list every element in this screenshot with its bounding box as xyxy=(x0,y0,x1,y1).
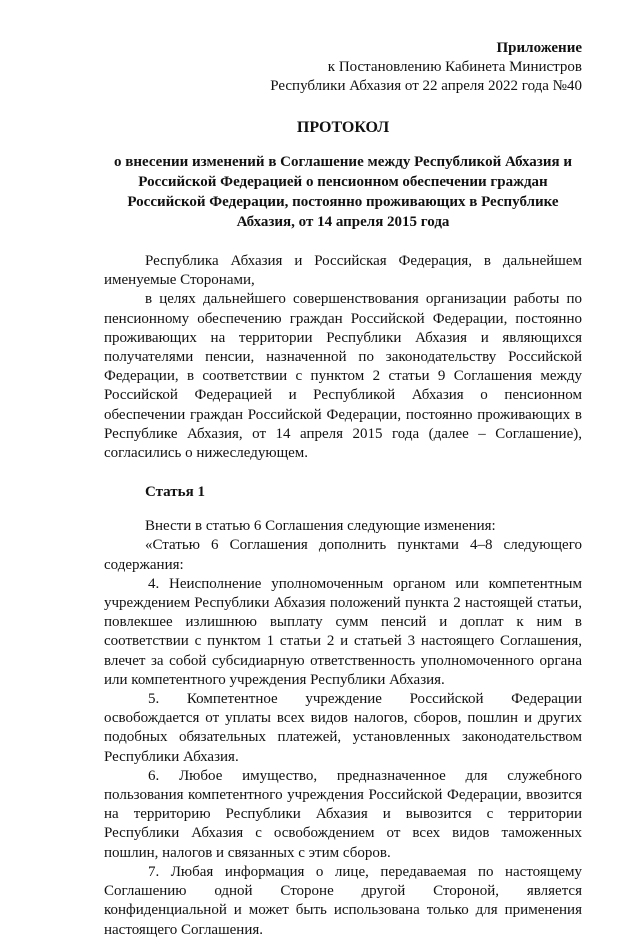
appendix-line-2: Республики Абхазия от 22 апреля 2022 года №40 xyxy=(270,78,582,94)
preamble xyxy=(104,252,582,463)
article-item-5: 5. Компетентное учреждение Российской Федерации освобождается от уплаты всех видов налогов, сборов, пошлин и других подобных обязательных платежей, установленных законодательством Республики Абхазия. xyxy=(104,691,582,765)
preamble-paragraph-2: в целях дальнейшего совершенствования организации работы по пенсионному обеспечению граждан Российской Федерации, постоянно проживающих на территории Республики Абхазия и являющихся получателями пенсии, назначенной по законодательству Российской Федерации, в соответствии с пунктом 2 статьи 9 Соглашения между Российской Федерацией и Республикой Абхазия о пенсионном обеспечении граждан Российской Федерации, постоянно проживающих в Республике Абхазия, от 14 апреля 2015 года (далее – Соглашение), согласились о нижеследующем. xyxy=(104,291,582,462)
article-body xyxy=(104,517,582,939)
appendix-label: Приложение xyxy=(496,40,582,56)
document-title: ПРОТОКОЛ xyxy=(296,119,390,136)
appendix-header xyxy=(104,0,582,96)
preamble-paragraph-1: Республика Абхазия и Российская Федерация, в дальнейшем именуемые Сторонами, xyxy=(104,253,582,289)
article-item-7: 7. Любая информация о лице, передаваемая по настоящему Соглашению одной Стороне другой Стороной, является конфиденциальной и может быть использована только для применения настоящего Соглашения. xyxy=(104,863,582,938)
article-quote-intro: «Статью 6 Соглашения дополнить пунктами 4–8 следующего содержания: xyxy=(104,537,582,573)
article-heading: Статья 1 xyxy=(145,484,205,501)
document-subtitle: о внесении изменений в Соглашение между Республикой Абхазия и Российской Федерацией о пенсионном обеспечении граждан Российской Федерации, постоянно проживающих в Республике Абхазия, от 14 апреля 2015 года xyxy=(114,154,572,230)
article-item-4: 4. Неисполнение уполномоченным органом или компетентным учреждением Республики Абхазия положений пункта 2 настоящей статьи, повлекшее излишнюю выплату сумм пенсий и доплат к ним в соответствии с пунктом 1 статьи 2 и статьей 3 настоящего Соглашения, влечет за собой субсидиарную ответственность уполномоченного органа или компетентного учреждения Республики Абхазия. xyxy=(104,575,582,688)
article-item-6: 6. Любое имущество, предназначенное для служебного пользования компетентного учреждения Российской Федерации, ввозится на территорию Республики Абхазия и вывозится с территории Республики Абхазия с освобождением от всех видов таможенных пошлин, налогов и связанных с этим сборов. xyxy=(104,767,582,861)
article-intro: Внести в статью 6 Соглашения следующие изменения: xyxy=(145,518,496,535)
appendix-line-1: к Постановлению Кабинета Министров xyxy=(327,59,582,75)
